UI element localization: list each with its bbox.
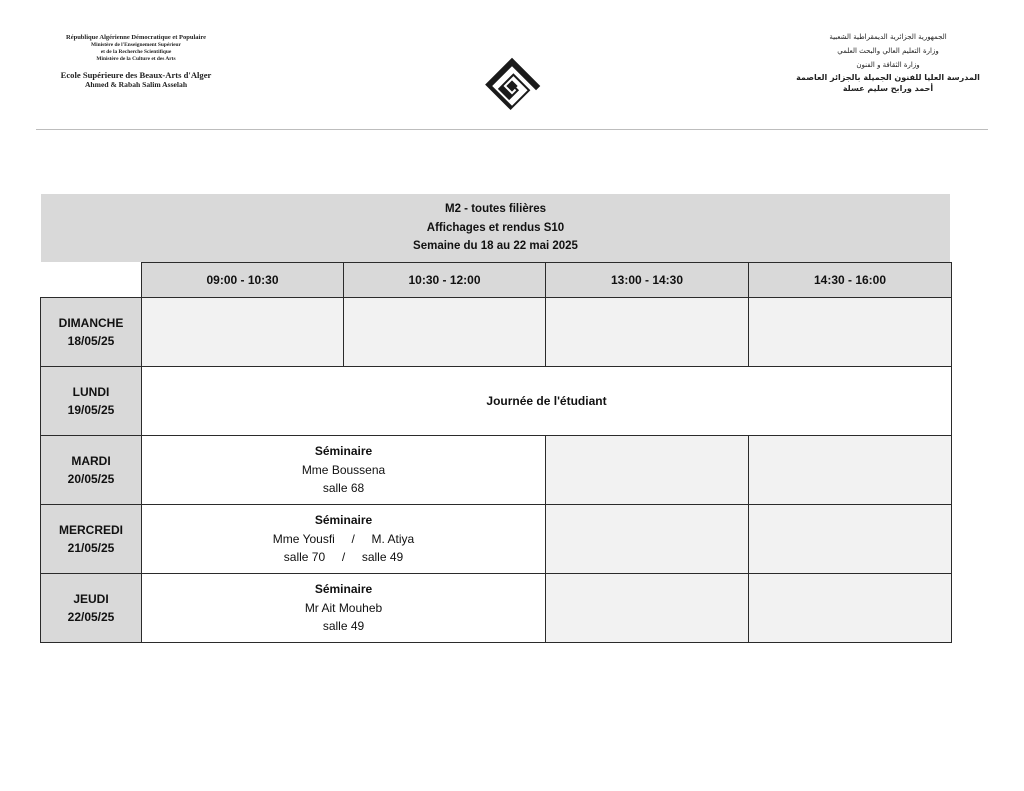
institution-header-ar xyxy=(788,30,988,94)
ministry-culture-label-ar: وزارة الثقافة و الفنون xyxy=(856,61,920,69)
school-name-ar: المدرسة العليا للفنون الجميلة بالجزائر العاصمة xyxy=(796,73,980,82)
session-cell xyxy=(142,574,546,643)
time-header-row xyxy=(41,263,952,298)
schedule-title xyxy=(41,194,950,262)
session-title: Séminaire xyxy=(314,444,373,459)
day-name: DIMANCHE xyxy=(58,316,124,330)
school-name: Ecole Supérieure des Beaux-Arts d'Alger xyxy=(60,69,212,80)
day-date: 18/05/25 xyxy=(67,334,115,348)
day-cell xyxy=(41,367,142,436)
day-row-jeudi xyxy=(41,574,952,643)
ministry-label-ar: وزارة التعليم العالي والبحث العلمي xyxy=(837,47,939,55)
day-name: JEUDI xyxy=(73,592,109,606)
empty-slot xyxy=(749,436,952,505)
day-row-lundi xyxy=(41,367,952,436)
republic-label: République Algérienne Démocratique et Populaire xyxy=(66,34,206,41)
session-room: salle 68 xyxy=(322,481,365,496)
session-teacher: Mr Ait Mouheb xyxy=(304,600,383,615)
institution-header-fr xyxy=(36,34,236,89)
event-cell: Journée de l'étudiant xyxy=(142,367,952,436)
ministry-label-2: et de la Recherche Scientifique xyxy=(100,49,172,56)
schedule-table xyxy=(40,262,952,643)
schedule-title-week: Semaine du 18 au 22 mai 2025 xyxy=(413,240,578,252)
empty-slot xyxy=(142,298,344,367)
session-room: salle 70 / salle 49 xyxy=(283,550,404,565)
time-slot-header: 09:00 - 10:30 xyxy=(142,263,344,298)
time-slot-header: 10:30 - 12:00 xyxy=(344,263,546,298)
day-date: 21/05/25 xyxy=(67,541,115,555)
day-row-mardi xyxy=(41,436,952,505)
empty-slot xyxy=(749,505,952,574)
session-cell xyxy=(142,436,546,505)
school-founders: Ahmed & Rabah Salim Asselah xyxy=(84,79,188,89)
time-slot-header: 14:30 - 16:00 xyxy=(749,263,952,298)
session-room: salle 49 xyxy=(322,619,365,634)
day-date: 19/05/25 xyxy=(67,403,115,417)
empty-slot xyxy=(749,574,952,643)
school-logo-icon xyxy=(478,52,546,120)
empty-slot xyxy=(546,298,749,367)
republic-label-ar: الجمهورية الجزائرية الديمقراطية الشعبية xyxy=(829,33,947,41)
day-row-mercredi xyxy=(41,505,952,574)
schedule-title-program: M2 - toutes filières xyxy=(445,203,546,215)
session-cell xyxy=(142,505,546,574)
session-title: Séminaire xyxy=(314,582,373,597)
school-founders-ar: أحمد ورابح سليم عسلة xyxy=(842,84,934,93)
schedule-title-subject: Affichages et rendus S10 xyxy=(426,221,565,234)
day-date: 20/05/25 xyxy=(67,472,115,486)
session-title: Séminaire xyxy=(314,513,373,528)
session-teacher: Mme Boussena xyxy=(301,462,386,477)
corner-cell xyxy=(41,263,142,298)
empty-slot xyxy=(546,436,749,505)
day-name: MARDI xyxy=(71,454,111,468)
day-cell xyxy=(41,574,142,643)
day-name: LUNDI xyxy=(72,385,110,399)
ministry-culture-label: Ministère de la Culture et des Arts xyxy=(96,56,176,63)
day-row-dimanche xyxy=(41,298,952,367)
day-date: 22/05/25 xyxy=(67,610,115,624)
empty-slot xyxy=(749,298,952,367)
day-cell xyxy=(41,436,142,505)
day-name: MERCREDI xyxy=(58,523,123,537)
day-cell xyxy=(41,298,142,367)
empty-slot xyxy=(546,505,749,574)
ministry-label: Ministère de l'Enseignement Supérieur xyxy=(91,42,181,48)
empty-slot xyxy=(344,298,546,367)
day-cell xyxy=(41,505,142,574)
session-teacher: Mme Yousfi / M. Atiya xyxy=(272,531,415,546)
time-slot-header: 13:00 - 14:30 xyxy=(546,263,749,298)
empty-slot xyxy=(546,574,749,643)
header-divider xyxy=(36,129,988,130)
